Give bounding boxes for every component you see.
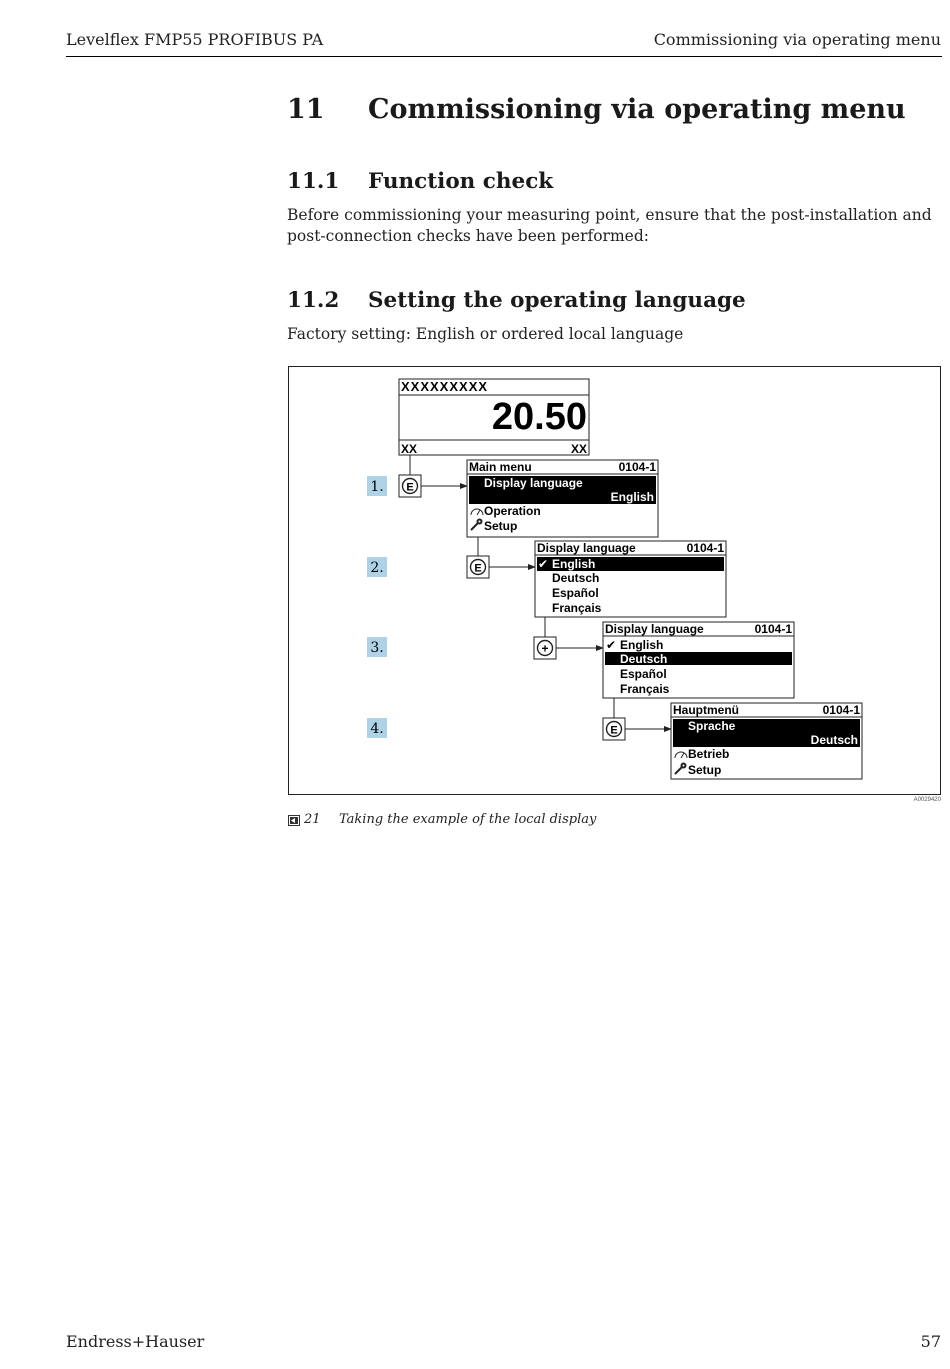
caption-text: Taking the example of the local display [339, 812, 597, 827]
section-title-2: Setting the operating language [368, 288, 746, 313]
step-badges [367, 476, 387, 738]
screen1-title: Main menu [469, 460, 532, 474]
footer-company: Endress+Hauser [66, 1332, 205, 1351]
check-icon: ✔ [538, 557, 549, 571]
screen2-option-francais: Français [552, 601, 602, 615]
figure-diagram [289, 367, 942, 796]
screen1-menu-setup: Setup [484, 519, 518, 533]
screen-display-language-1 [535, 541, 726, 617]
header-section: Commissioning via operating menu [653, 30, 941, 49]
screen3-code: 0104-1 [754, 622, 792, 636]
screen3-option-deutsch: Deutsch [620, 652, 668, 666]
display-top-text: XXXXXXXXX [401, 379, 489, 394]
screen1-value: English [610, 490, 654, 504]
figure-caption-icon [288, 815, 300, 826]
section-number-2: 11.2 [287, 288, 340, 313]
key-enter-3 [603, 718, 625, 740]
screen2-title: Display language [537, 541, 636, 555]
screen1-item: Display language [484, 476, 583, 490]
screen3-title: Display language [605, 622, 704, 636]
enter-key-label-3: E [610, 724, 618, 737]
chapter-title: Commissioning via operating menu [368, 94, 906, 125]
header-rule [66, 56, 942, 57]
plus-key-label: + [541, 641, 549, 656]
screen2-option-english: English [552, 557, 596, 571]
screen3-option-francais: Français [620, 682, 670, 696]
screen2-option-espanol: Español [552, 586, 599, 600]
screen1-menu-operation: Operation [484, 504, 541, 518]
screen3-option-english: English [620, 638, 664, 652]
section-title-1: Function check [368, 169, 554, 194]
screen4-value: Deutsch [810, 733, 858, 747]
display-right-unit: XX [570, 442, 587, 456]
key-enter-2 [467, 556, 489, 578]
figure-id: A0029420 [913, 797, 941, 803]
key-enter-1 [399, 475, 421, 497]
enter-key-label-1: E [406, 481, 414, 494]
check-icon: ✔ [606, 638, 617, 652]
screen-hauptmenu [671, 703, 862, 779]
screen4-menu-setup: Setup [688, 763, 722, 777]
screen4-item: Sprache [688, 719, 736, 733]
step-4-label: 4. [370, 721, 384, 737]
screen4-menu-betrieb: Betrieb [688, 747, 730, 761]
key-plus [534, 637, 556, 659]
screen3-option-espanol: Español [620, 667, 667, 681]
step-2-label: 2. [370, 560, 384, 576]
screen-display-language-2 [603, 622, 794, 698]
screen2-code: 0104-1 [686, 541, 724, 555]
step-3-label: 3. [370, 640, 384, 656]
step-1-label: 1. [370, 479, 384, 495]
screen4-code: 0104-1 [822, 703, 860, 717]
screen1-code: 0104-1 [618, 460, 656, 474]
header-product: Levelflex FMP55 PROFIBUS PA [66, 30, 324, 49]
page-number: 57 [920, 1332, 941, 1351]
section-number-1: 11.1 [287, 169, 340, 194]
screen2-option-deutsch: Deutsch [552, 571, 600, 585]
section-text-1: Before commissioning your measuring point, ensure that the post-installation and post-connection checks have been performed: [287, 206, 932, 245]
display-left-unit: XX [401, 442, 418, 456]
display-value: 20.50 [491, 396, 587, 438]
chapter-number: 11 [287, 94, 325, 125]
enter-key-label-2: E [474, 562, 482, 575]
caption-number: 21 [304, 812, 321, 827]
screen4-title: Hauptmenü [673, 703, 739, 717]
section-text-2: Factory setting: English or ordered local language [287, 325, 684, 343]
screen-main-menu [467, 460, 658, 537]
figure-local-display [288, 366, 941, 795]
